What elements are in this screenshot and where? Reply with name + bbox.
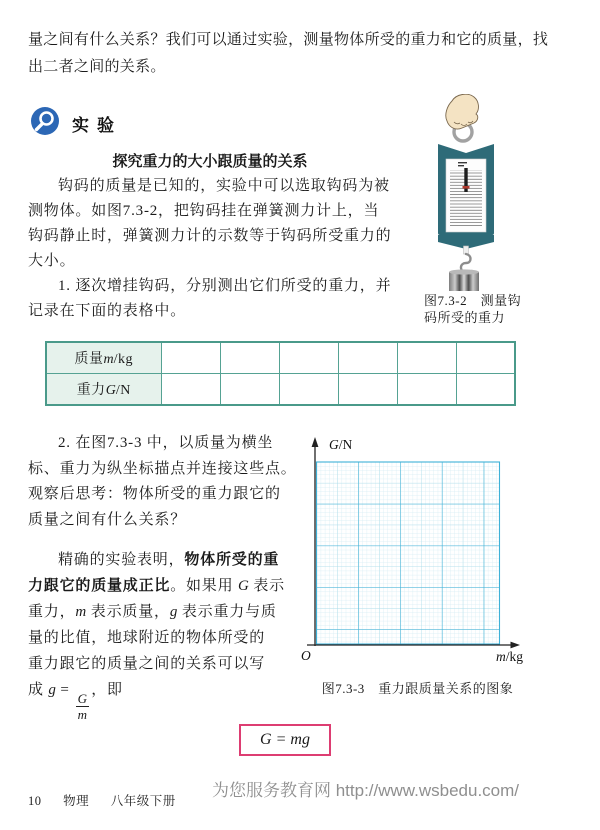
text-line: 重力，m 表示质量，g 表示重力与质 [28, 604, 277, 620]
text-line: 记录在下面的表格中。 [28, 303, 187, 319]
measurement-table [45, 341, 516, 406]
row-label-weight: 重力G/N [46, 374, 161, 406]
text-line: 2. 在图7.3-3 中，以质量为横坐 [58, 435, 274, 451]
table-cell-empty [456, 342, 515, 374]
text-line: 力跟它的质量成正比。如果用 G 表示 [28, 578, 285, 594]
text-line: 质量之间有什么关系？ [28, 511, 187, 528]
table-cell-empty [338, 374, 397, 406]
figure-732-caption: 图7.3-2 测量钩 码所受的重力 [424, 293, 522, 325]
text-line: 重力跟它的质量之间的关系可以写 [28, 656, 266, 672]
footer-subject: 物理 [63, 794, 90, 808]
table-cell-empty [279, 374, 338, 406]
paragraph-step2 [28, 431, 312, 533]
y-axis-label: G/N [329, 437, 353, 452]
text-line: 成 g = $\frac{G}{m}$ ，即 [28, 682, 123, 722]
graph-grid [317, 462, 500, 644]
section-heading: 探究重力的大小跟质量的关系 [112, 153, 308, 170]
text-line: 钩码静止时，弹簧测力计的示数等于钩码所受重力的 [28, 228, 392, 244]
table-cell-empty [456, 374, 515, 406]
formula-text: G = mg [260, 731, 310, 748]
spring-scale-figure [430, 94, 510, 294]
intro-paragraph [28, 27, 576, 81]
table-cell-empty [338, 342, 397, 374]
formula-box [239, 724, 331, 756]
intro-line: 出二者之间的关系。 [28, 59, 166, 75]
footer-volume: 八年级下册 [110, 794, 176, 808]
text-line: 测物体。如图7.3-2，把钩码挂在弹簧测力计上，当 [28, 203, 380, 219]
experiment-magnifier-icon [30, 106, 60, 136]
intro-line: 量之间有什么关系？我们可以通过实验，测量物体所受的重力和它的质量，找 [28, 32, 549, 48]
scale-stem [464, 246, 469, 254]
row-label-mass: 质量m/kg [46, 342, 161, 374]
figure-733-caption: 图7.3-3 重力跟质量关系的图象 [321, 681, 514, 696]
text-line: 量的比值，地球附近的物体所受的 [28, 630, 266, 646]
hand-icon [446, 94, 479, 129]
x-axis-arrow [511, 642, 521, 649]
table-cell-empty [220, 374, 279, 406]
table-cell-empty [220, 342, 279, 374]
fraction-G-over-m: $\frac{G}{m}$ [77, 691, 88, 722]
y-axis-arrow [312, 437, 319, 447]
paragraph-hook-weights [28, 174, 400, 274]
paragraph-conclusion [28, 547, 312, 721]
watermark: 为您服务教育网 http://www.wsbedu.com/ [212, 781, 520, 800]
paragraph-step1 [28, 274, 400, 324]
scale-pointer [463, 186, 470, 189]
table-cell-empty [397, 374, 456, 406]
table-cell-empty [161, 342, 220, 374]
table-cell-empty [279, 342, 338, 374]
table-row-weight [46, 374, 515, 406]
table-cell-empty [397, 342, 456, 374]
text-line: 钩码的质量是已知的，实验中可以选取钩码为被 [58, 178, 390, 194]
text-line: 标、重力为纵坐标描点并连接这些点。 [28, 460, 297, 477]
experiment-label: 实验 [72, 116, 122, 135]
page-number: 10 [28, 794, 42, 808]
table-cell-empty [161, 374, 220, 406]
text-line: 观察后思考：物体所受的重力跟它的 [28, 486, 281, 502]
footer-info [28, 791, 194, 809]
weight [449, 269, 479, 291]
text-line: 精确的实验表明，物体所受的重 [58, 552, 280, 568]
origin-label: O [301, 648, 311, 663]
text-line: 大小。 [28, 253, 76, 269]
table-row-mass [46, 342, 515, 374]
x-axis-label: m/kg [496, 649, 524, 664]
graph-figure [298, 434, 533, 674]
text-line: 1. 逐次增挂钩码，分别测出它们所受的重力，并 [58, 278, 392, 294]
